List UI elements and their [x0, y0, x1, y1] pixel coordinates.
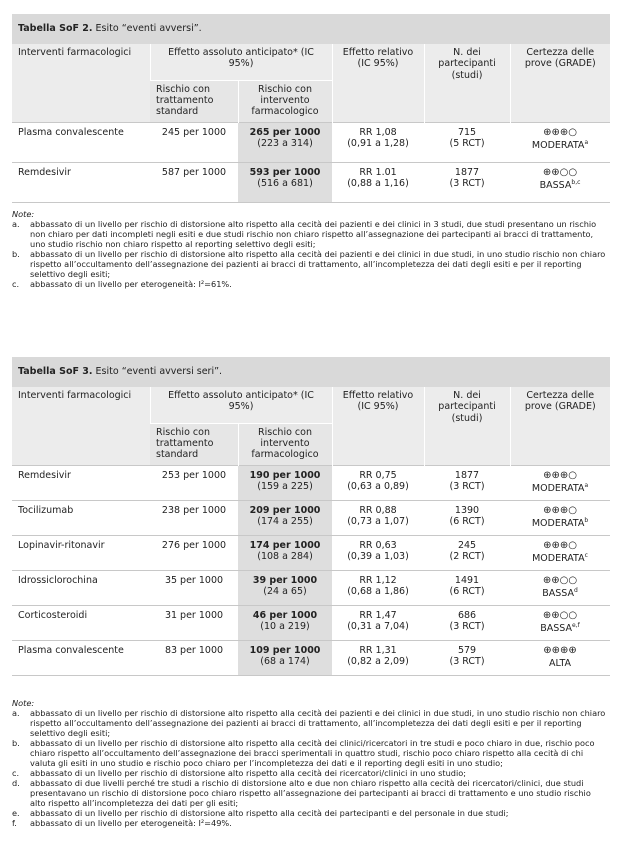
table-row: [12, 162, 610, 202]
note-item: [12, 219, 608, 249]
row-risk: [238, 605, 332, 640]
header-intervention-risk: Rischio con intervento farmacologico: [238, 423, 332, 465]
studies-value: (3 RCT): [449, 178, 485, 190]
participants-value: 1877: [454, 166, 480, 178]
sof-table-2: [12, 14, 610, 203]
grade-symbols-icon: ⊕⊕○○: [542, 574, 578, 586]
risk-ci: (159 a 225): [257, 481, 313, 493]
row-risk: [238, 162, 332, 202]
note-text: abbassato di un livello per rischio di distorsione alto rispetto alla cecità dei ricercatori/clinici in uno studio;: [30, 768, 467, 778]
row-standard: 245 per 1000: [150, 122, 238, 162]
row-risk: [238, 640, 332, 675]
risk-ci: (108 a 284): [257, 551, 313, 563]
table-row: [12, 465, 610, 500]
table-3-notes: [12, 698, 608, 828]
row-standard: 35 per 1000: [150, 570, 238, 605]
studies-value: (6 RCT): [449, 516, 485, 528]
notes-heading: Note:: [12, 698, 35, 708]
table-3-title: [12, 357, 610, 387]
row-rr: [332, 465, 424, 500]
note-text: abbassato di due livelli perché tre studi a rischio di distorsione alto e due non chiaro rispetto alla cecità dei ricercatori/clinici, due studi presentavano un rischio di distorsione poco chiaro rispetto all’assegnazione dei partecipanti ai bracci di trattamento e uno studio rischio alto rispetto all’incompletezza dei dati per gli esiti;: [30, 778, 591, 808]
note-text: abbassato di un livello per rischio di distorsione alto rispetto alla cecità dei pazienti e dei clinici in due studi, in uno studio rischio non chiaro rispetto all’occultamento dell’assegnazione dei pazienti ai bracci di trattamento, all’incompletezza dei dati degli esiti e per il reporting selettivo degli esiti;: [30, 708, 606, 738]
table-row: [12, 570, 610, 605]
row-standard: 83 per 1000: [150, 640, 238, 675]
note-letter: c.: [12, 768, 20, 778]
rr-ci: (0,68 a 1,86): [347, 586, 409, 598]
row-rr: [332, 162, 424, 202]
grade-footnote: b,c: [571, 179, 581, 186]
note-letter: a.: [12, 708, 20, 718]
header-intervention: Interventi farmacologici: [12, 387, 150, 465]
note-letter: d.: [12, 778, 20, 788]
header-participants: N. dei partecipanti (studi): [424, 44, 510, 122]
studies-value: (6 RCT): [449, 586, 485, 598]
grade-label: ALTA: [548, 658, 572, 670]
row-rr: [332, 500, 424, 535]
note-text: abbassato di un livello per rischio di distorsione alto rispetto alla cecità dei pazienti e dei clinici in 3 studi, due studi presentano un rischio non chiaro per dati incompleti negli esiti e due studi rischio non chiaro rispetto all’assegnazione dei partecipanti ai bracci di trattamento, uno studio rischio non chiaro rispetto al reporting selettivo degli esiti;: [30, 219, 597, 249]
grade-symbols-icon: ⊕⊕⊕○: [543, 469, 577, 481]
row-certainty: [510, 465, 610, 500]
grade-symbols-icon: ⊕⊕⊕⊕: [543, 644, 577, 656]
note-item: [12, 279, 608, 289]
header-certainty: Certezza delle prove (GRADE): [510, 44, 610, 122]
note-letter: f.: [12, 818, 17, 828]
grade-footnote: a: [584, 139, 589, 146]
row-name: Plasma convalescente: [12, 640, 150, 675]
row-risk: [238, 535, 332, 570]
table-row: [12, 122, 610, 162]
row-risk: [238, 570, 332, 605]
notes-heading: Note:: [12, 209, 35, 219]
row-rr: [332, 640, 424, 675]
row-participants: [424, 535, 510, 570]
row-participants: [424, 605, 510, 640]
note-letter: b.: [12, 738, 20, 748]
participants-value: 686: [457, 609, 477, 621]
note-letter: c.: [12, 279, 20, 289]
note-letter: b.: [12, 249, 20, 259]
grade-footnote: e,f: [572, 622, 580, 629]
note-text: abbassato di un livello per rischio di distorsione alto rispetto alla cecità dei clinici/ricercatori in tre studi e poco chiaro in due, rischio poco chiaro rispetto all’occultamento dell’assegnazione dei bracci sperimentali in quattro studi, rischio poco chiaro rispetto alla cecità di chi valuta gli esiti in uno studio e rischio poco chiaro per l’incompletezza dei dati e il reporting degli esiti in uno studio;: [30, 738, 595, 768]
row-standard: 587 per 1000: [150, 162, 238, 202]
row-certainty: [510, 640, 610, 675]
header-standard: Rischio con trattamento standard: [150, 423, 238, 465]
risk-value: 109 per 1000: [249, 644, 321, 656]
note-item: [12, 808, 608, 818]
table-2-title-bold: Tabella SoF 2.: [18, 23, 93, 34]
grade-footnote: a: [584, 482, 589, 489]
row-rr: [332, 605, 424, 640]
row-certainty: [510, 500, 610, 535]
row-name: Remdesivir: [12, 162, 150, 202]
table-2-notes: [12, 209, 608, 289]
header-relative: Effetto relativo (IC 95%): [332, 44, 424, 122]
risk-ci: (223 a 314): [257, 138, 313, 150]
grade-symbols-icon: ⊕⊕⊕○: [543, 126, 577, 138]
risk-value: 190 per 1000: [249, 469, 321, 481]
rr-value: RR 1.01: [359, 166, 397, 178]
rr-value: RR 1,08: [359, 126, 397, 138]
row-rr: [332, 535, 424, 570]
row-standard: 253 per 1000: [150, 465, 238, 500]
row-certainty: [510, 162, 610, 202]
table-2-title: [12, 14, 610, 44]
risk-value: 39 per 1000: [252, 574, 318, 586]
risk-value: 265 per 1000: [249, 126, 321, 138]
row-participants: [424, 162, 510, 202]
risk-value: 174 per 1000: [249, 539, 321, 551]
grade-symbols-icon: ⊕⊕○○: [542, 609, 578, 621]
risk-ci: (68 a 174): [260, 656, 310, 668]
grade-symbols-icon: ⊕⊕○○: [542, 166, 578, 178]
note-letter: a.: [12, 219, 20, 229]
table-2-title-rest: Esito “eventi avversi”.: [92, 23, 202, 34]
note-text: abbassato di un livello per rischio di distorsione alto rispetto alla cecità dei pazienti e dei clinici in due studi, in uno studio rischio non chiaro rispetto all’occultamento dell’assegnazione dei pazienti ai bracci di trattamento, all’incompletezza dei dati degli esiti e per il reporting selettivo degli esiti;: [30, 249, 606, 279]
studies-value: (3 RCT): [449, 481, 485, 493]
row-name: Tocilizumab: [12, 500, 150, 535]
header-intervention: Interventi farmacologici: [12, 44, 150, 122]
table-3-title-rest: Esito “eventi avversi seri”.: [92, 366, 223, 377]
risk-ci: (24 a 65): [263, 586, 307, 598]
row-standard: 276 per 1000: [150, 535, 238, 570]
grade-label: MODERATA: [531, 518, 585, 530]
note-item: [12, 708, 608, 738]
studies-value: (3 RCT): [449, 621, 485, 633]
row-rr: [332, 570, 424, 605]
note-text: abbassato di un livello per eterogeneità: I²=61%.: [30, 279, 232, 289]
rr-value: RR 1,12: [359, 574, 397, 586]
row-participants: [424, 500, 510, 535]
participants-value: 1877: [454, 469, 480, 481]
table-2: [12, 44, 610, 203]
rr-ci: (0,63 a 0,89): [347, 481, 409, 493]
row-standard: 31 per 1000: [150, 605, 238, 640]
participants-value: 1390: [454, 504, 480, 516]
row-name: Plasma convalescente: [12, 122, 150, 162]
row-certainty: [510, 605, 610, 640]
note-item: [12, 738, 608, 768]
rr-value: RR 1,31: [359, 644, 397, 656]
table-3: [12, 387, 610, 676]
grade-label: BASSA: [539, 180, 572, 192]
studies-value: (5 RCT): [449, 138, 485, 150]
grade-label: MODERATA: [531, 483, 585, 495]
row-certainty: [510, 535, 610, 570]
participants-value: 245: [457, 539, 477, 551]
risk-value: 46 per 1000: [252, 609, 318, 621]
table-row: [12, 535, 610, 570]
rr-ci: (0,73 a 1,07): [347, 516, 409, 528]
row-risk: [238, 122, 332, 162]
grade-label: MODERATA: [532, 553, 585, 565]
header-certainty: Certezza delle prove (GRADE): [510, 387, 610, 465]
table-row: [12, 605, 610, 640]
rr-ci: (0,31 a 7,04): [347, 621, 409, 633]
participants-value: 579: [457, 644, 477, 656]
header-intervention-risk: Rischio con intervento farmacologico: [238, 80, 332, 122]
row-participants: [424, 570, 510, 605]
row-standard: 238 per 1000: [150, 500, 238, 535]
row-name: Corticosteroidi: [12, 605, 150, 640]
row-rr: [332, 122, 424, 162]
row-participants: [424, 122, 510, 162]
risk-ci: (10 a 219): [260, 621, 310, 633]
grade-label: MODERATA: [531, 140, 585, 152]
studies-value: (3 RCT): [449, 656, 485, 668]
header-participants: N. dei partecipanti (studi): [424, 387, 510, 465]
note-letter: e.: [12, 808, 20, 818]
sof-table-3: [12, 357, 610, 676]
note-item: [12, 768, 608, 778]
row-participants: [424, 465, 510, 500]
row-name: Idrossiclorochina: [12, 570, 150, 605]
row-name: Remdesivir: [12, 465, 150, 500]
table-3-title-bold: Tabella SoF 3.: [18, 366, 93, 377]
rr-ci: (0,39 a 1,03): [347, 551, 409, 563]
participants-value: 1491: [454, 574, 480, 586]
row-participants: [424, 640, 510, 675]
row-certainty: [510, 122, 610, 162]
risk-ci: (516 a 681): [257, 178, 313, 190]
risk-ci: (174 a 255): [257, 516, 313, 528]
row-risk: [238, 500, 332, 535]
studies-value: (2 RCT): [449, 551, 485, 563]
risk-value: 209 per 1000: [249, 504, 321, 516]
table-row: [12, 500, 610, 535]
rr-ci: (0,82 a 2,09): [347, 656, 409, 668]
header-relative: Effetto relativo (IC 95%): [332, 387, 424, 465]
header-standard: Rischio con trattamento standard: [150, 80, 238, 122]
risk-value: 593 per 1000: [249, 166, 321, 178]
participants-value: 715: [457, 126, 477, 138]
rr-value: RR 0,88: [359, 504, 397, 516]
rr-ci: (0,88 a 1,16): [347, 178, 409, 190]
header-effect: Effetto assoluto anticipato* (IC 95%): [150, 44, 332, 80]
rr-value: RR 0,75: [359, 469, 397, 481]
header-effect: Effetto assoluto anticipato* (IC 95%): [150, 387, 332, 423]
grade-symbols-icon: ⊕⊕⊕○: [543, 539, 577, 551]
row-certainty: [510, 570, 610, 605]
rr-ci: (0,91 a 1,28): [347, 138, 409, 150]
note-text: abbassato di un livello per eterogeneità: I²=49%.: [30, 818, 232, 828]
rr-value: RR 0,63: [359, 539, 397, 551]
grade-label: BASSA: [542, 588, 574, 600]
note-text: abbassato di un livello per rischio di distorsione alto rispetto alla cecità dei partecipanti e del personale in due studi;: [30, 808, 509, 818]
note-item: [12, 818, 608, 828]
row-risk: [238, 465, 332, 500]
grade-label: BASSA: [540, 623, 573, 635]
grade-symbols-icon: ⊕⊕⊕○: [543, 504, 577, 516]
rr-value: RR 1,47: [359, 609, 397, 621]
grade-footnote: c: [584, 552, 588, 559]
note-item: [12, 249, 608, 279]
row-name: Lopinavir-ritonavir: [12, 535, 150, 570]
note-item: [12, 778, 608, 808]
grade-footnote: d: [573, 587, 578, 594]
table-row: [12, 640, 610, 675]
grade-footnote: b: [584, 517, 589, 524]
